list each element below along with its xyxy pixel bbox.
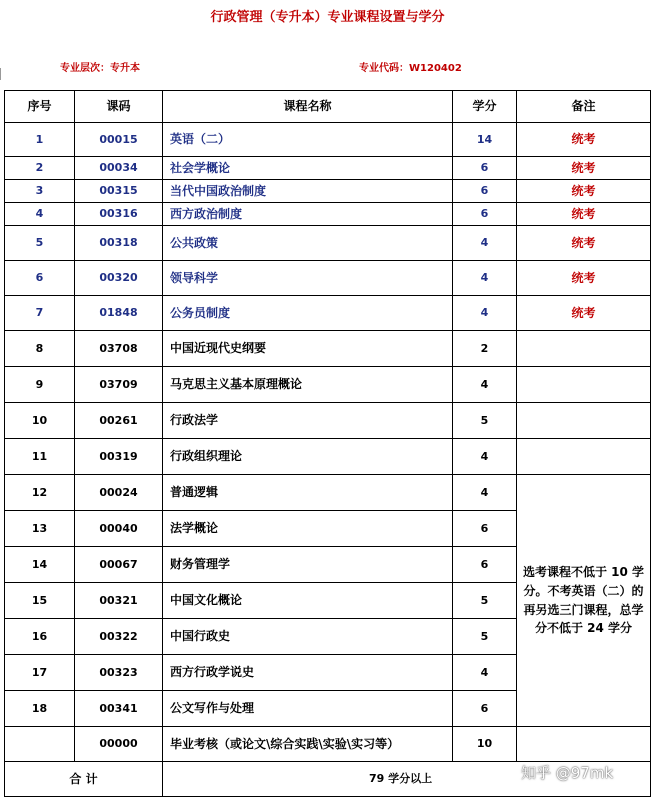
row-number: 3 xyxy=(5,180,75,203)
course-note xyxy=(517,331,651,367)
course-note xyxy=(517,403,651,439)
row-number: 10 xyxy=(5,403,75,439)
course-note: 统考 xyxy=(517,226,651,261)
course-code: 00261 xyxy=(75,403,163,439)
course-credit: 4 xyxy=(453,296,517,331)
header-no: 序号 xyxy=(5,91,75,123)
row-number: 14 xyxy=(5,547,75,583)
elective-note: 选考课程不低于 10 学分。不考英语（二）的再另选三门课程，总学分不低于 24 学分 xyxy=(517,475,651,727)
course-name: 普通逻辑 xyxy=(163,475,453,511)
course-code: 00319 xyxy=(75,439,163,475)
course-note: 统考 xyxy=(517,203,651,226)
header-row xyxy=(5,91,651,123)
course-name: 中国文化概论 xyxy=(163,583,453,619)
course-code: 00067 xyxy=(75,547,163,583)
course-name: 公文写作与处理 xyxy=(163,691,453,727)
course-name: 法学概论 xyxy=(163,511,453,547)
course-name: 毕业考核（或论文\综合实践\实验\实习等） xyxy=(163,727,453,762)
course-credit: 4 xyxy=(453,439,517,475)
course-credit: 2 xyxy=(453,331,517,367)
course-name: 公务员制度 xyxy=(163,296,453,331)
course-note: 统考 xyxy=(517,157,651,180)
course-name: 当代中国政治制度 xyxy=(163,180,453,203)
course-name: 社会学概论 xyxy=(163,157,453,180)
course-name: 中国行政史 xyxy=(163,619,453,655)
row-number: 11 xyxy=(5,439,75,475)
course-credit: 6 xyxy=(453,157,517,180)
program-code: 专业代码：W120402 xyxy=(359,63,462,74)
course-name: 马克思主义基本原理概论 xyxy=(163,367,453,403)
table-row xyxy=(5,331,651,367)
table-row xyxy=(5,123,651,157)
course-code: 01848 xyxy=(75,296,163,331)
thesis-row xyxy=(5,727,651,762)
course-name: 西方政治制度 xyxy=(163,203,453,226)
course-code: 00015 xyxy=(75,123,163,157)
row-number: 18 xyxy=(5,691,75,727)
row-number: 12 xyxy=(5,475,75,511)
course-code: 00341 xyxy=(75,691,163,727)
course-credit: 4 xyxy=(453,475,517,511)
table-row xyxy=(5,475,651,511)
header-credit: 学分 xyxy=(453,91,517,123)
course-code: 00316 xyxy=(75,203,163,226)
course-code: 00322 xyxy=(75,619,163,655)
course-code: 00034 xyxy=(75,157,163,180)
table-row xyxy=(5,203,651,226)
course-code: 00320 xyxy=(75,261,163,296)
row-number: 2 xyxy=(5,157,75,180)
row-number: 7 xyxy=(5,296,75,331)
course-credit: 5 xyxy=(453,619,517,655)
table-row xyxy=(5,296,651,331)
course-credit: 14 xyxy=(453,123,517,157)
course-note: 统考 xyxy=(517,296,651,331)
row-number: 16 xyxy=(5,619,75,655)
row-number: 6 xyxy=(5,261,75,296)
total-label: 合 计 xyxy=(5,762,163,797)
table-row xyxy=(5,180,651,203)
course-credit: 6 xyxy=(453,691,517,727)
watermark: 知乎 @97mk xyxy=(521,764,614,782)
row-number: 9 xyxy=(5,367,75,403)
table-row xyxy=(5,157,651,180)
row-number: 13 xyxy=(5,511,75,547)
course-code: 00040 xyxy=(75,511,163,547)
page-title: 行政管理（专升本）专业课程设置与学分 xyxy=(210,10,445,25)
course-code: 00000 xyxy=(75,727,163,762)
course-code: 03709 xyxy=(75,367,163,403)
row-number xyxy=(5,727,75,762)
course-credit: 6 xyxy=(453,180,517,203)
header-name: 课程名称 xyxy=(163,91,453,123)
table-row xyxy=(5,367,651,403)
course-note xyxy=(517,727,651,762)
course-name: 领导科学 xyxy=(163,261,453,296)
header-code: 课码 xyxy=(75,91,163,123)
course-credit: 10 xyxy=(453,727,517,762)
table-row xyxy=(5,261,651,296)
course-name: 西方行政学说史 xyxy=(163,655,453,691)
course-note xyxy=(517,367,651,403)
header-note: 备注 xyxy=(517,91,651,123)
table-row xyxy=(5,226,651,261)
course-code: 00315 xyxy=(75,180,163,203)
course-credit: 4 xyxy=(453,367,517,403)
course-code: 03708 xyxy=(75,331,163,367)
course-credit: 4 xyxy=(453,261,517,296)
row-number: 15 xyxy=(5,583,75,619)
course-credit: 6 xyxy=(453,511,517,547)
course-name: 行政法学 xyxy=(163,403,453,439)
course-code: 00318 xyxy=(75,226,163,261)
course-note xyxy=(517,439,651,475)
row-number: 5 xyxy=(5,226,75,261)
row-number: 4 xyxy=(5,203,75,226)
course-table xyxy=(4,90,651,797)
course-note: 统考 xyxy=(517,123,651,157)
row-number: 8 xyxy=(5,331,75,367)
program-level: 专业层次：专升本 xyxy=(60,63,140,74)
edge-mark xyxy=(0,68,3,80)
table-row xyxy=(5,403,651,439)
course-code: 00321 xyxy=(75,583,163,619)
course-credit: 4 xyxy=(453,655,517,691)
course-note: 统考 xyxy=(517,261,651,296)
course-credit: 6 xyxy=(453,203,517,226)
course-credit: 6 xyxy=(453,547,517,583)
course-credit: 5 xyxy=(453,403,517,439)
course-name: 英语（二） xyxy=(163,123,453,157)
table-row xyxy=(5,439,651,475)
row-number: 17 xyxy=(5,655,75,691)
course-credit: 4 xyxy=(453,226,517,261)
course-name: 中国近现代史纲要 xyxy=(163,331,453,367)
total-value: 79 学分以上 xyxy=(163,762,651,797)
course-credit: 5 xyxy=(453,583,517,619)
course-note: 统考 xyxy=(517,180,651,203)
row-number: 1 xyxy=(5,123,75,157)
course-code: 00024 xyxy=(75,475,163,511)
course-name: 公共政策 xyxy=(163,226,453,261)
course-name: 财务管理学 xyxy=(163,547,453,583)
course-name: 行政组织理论 xyxy=(163,439,453,475)
course-code: 00323 xyxy=(75,655,163,691)
